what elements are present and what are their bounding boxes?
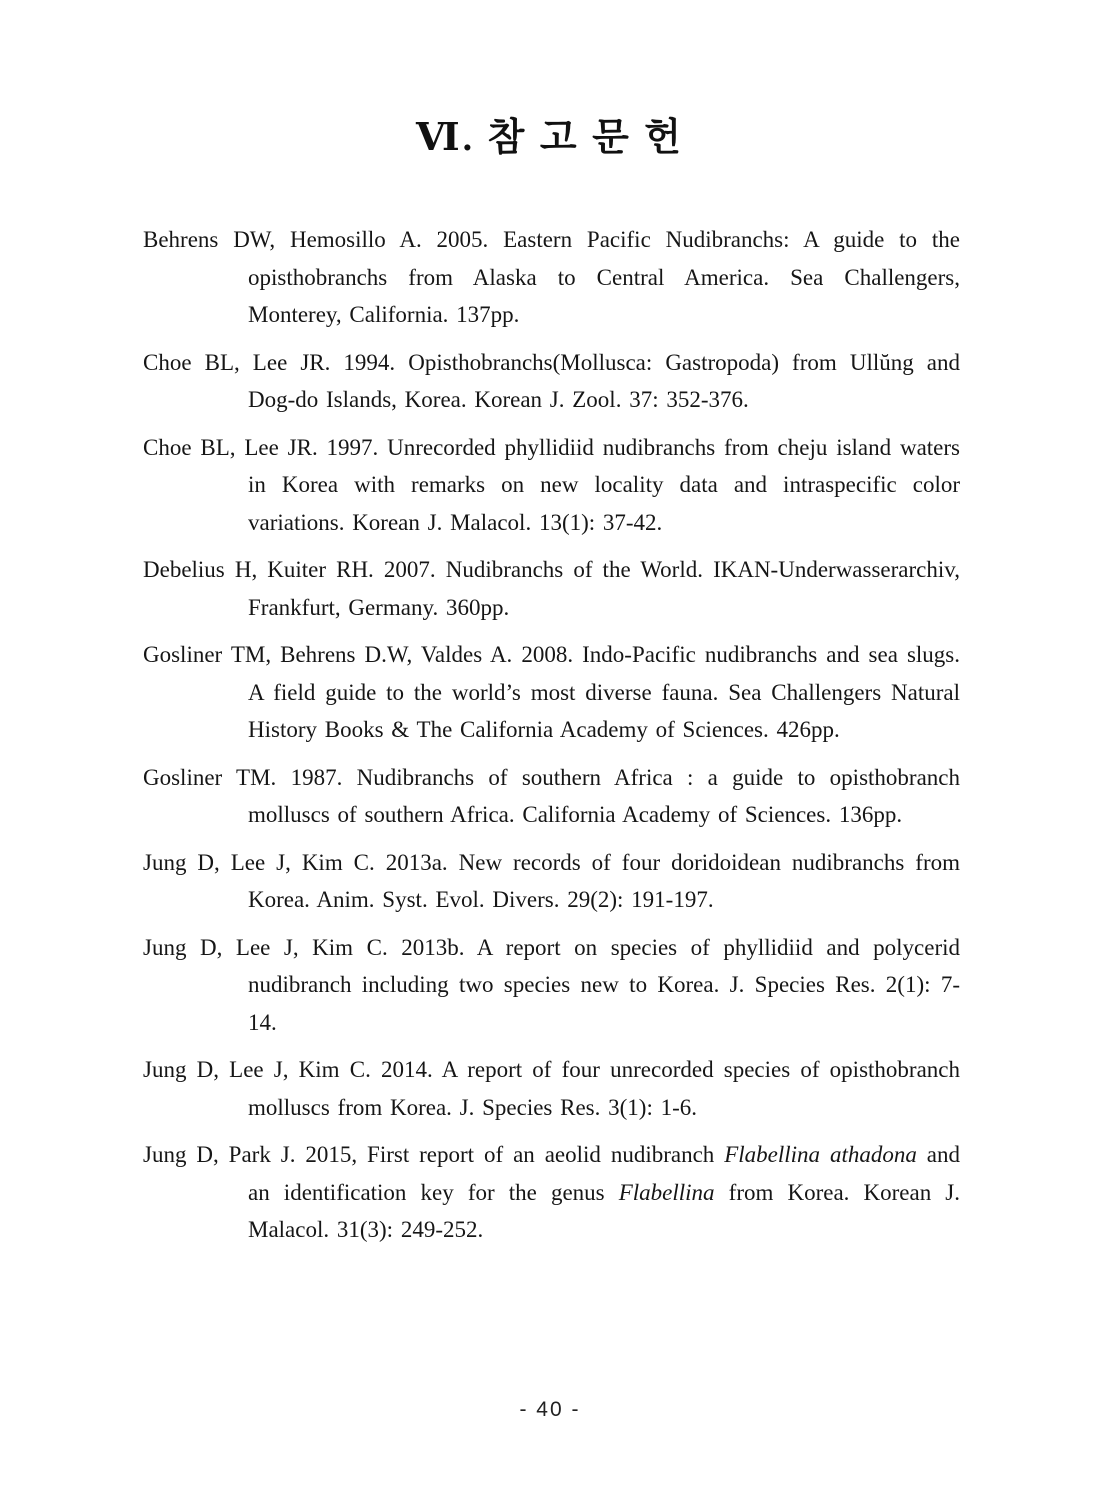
reference-text: Jung D, Lee J, Kim C. 2014. A report of four unrecorded species of opisthobranch molluscs from Korea. J. Species Res. 3(1): 1-6. <box>143 1057 960 1120</box>
reference-species-name: Flabellina athadona <box>724 1142 917 1167</box>
reference-text: from Korea. Korean J. Malacol. 31(3): 249-252. <box>248 1179 960 1242</box>
reference-text: Jung D, Lee J, Kim C. 2013a. New records of four doridoidean nudibranchs from Korea. Anim. Syst. Evol. Divers. 29(2): 191-197. <box>143 849 960 912</box>
reference-text: Gosliner TM, Behrens D.W, Valdes A. 2008. Indo-Pacific nudibranchs and sea slugs. A field guide to the world’s most diverse fauna. Sea Challengers Natural History Books & The California Academy of Sciences. 426pp. <box>143 642 960 742</box>
reference-entry <box>143 221 960 334</box>
reference-text: and an identification key for the genus <box>248 1142 960 1205</box>
reference-species-name: Flabellina <box>618 1179 715 1205</box>
page-number: - 40 - <box>519 1398 581 1421</box>
reference-entry <box>143 344 960 419</box>
reference-text: Debelius H, Kuiter RH. 2007. Nudibranchs of the World. IKAN-Underwasserarchiv, Frankfurt, Germany. 360pp. <box>143 557 960 620</box>
reference-entry <box>143 929 960 1042</box>
reference-text: Jung D, Park J. 2015, First report of an aeolid nudibranch <box>143 1142 725 1167</box>
reference-text: Behrens DW, Hemosillo A. 2005. Eastern Pacific Nudibranchs: A guide to the opisthobranchs from Alaska to Central America. Sea Challengers, Monterey, California. 137pp. <box>143 227 960 327</box>
section-title: Ⅵ. 참 고 문 헌 <box>415 117 685 159</box>
reference-text: Choe BL, Lee JR. 1997. Unrecorded phyllidiid nudibranchs from cheju island waters in Korea with remarks on new locality data and intraspecific color variations. Korean J. Malacol. 13(1): 37-42. <box>143 434 960 535</box>
reference-entry <box>143 551 960 626</box>
reference-text: Gosliner TM. 1987. Nudibranchs of southern Africa : a guide to opisthobranch molluscs of southern Africa. California Academy of Sciences. 136pp. <box>143 764 960 827</box>
reference-text: Jung D, Lee J, Kim C. 2013b. A report on species of phyllidiid and polycerid nudibranch including two species new to Korea. J. Species Res. 2(1): 7-14. <box>143 934 960 1035</box>
reference-entry <box>143 1136 960 1249</box>
reference-entry <box>143 844 960 919</box>
reference-entry <box>143 759 960 834</box>
reference-entry <box>143 429 960 542</box>
references-list <box>143 221 960 1249</box>
reference-entry <box>143 1051 960 1126</box>
reference-entry <box>143 636 960 749</box>
reference-text: Choe BL, Lee JR. 1994. Opisthobranchs(Mollusca: Gastropoda) from Ullŭng and Dog-do Islands, Korea. Korean J. Zool. 37: 352-376. <box>143 349 960 412</box>
